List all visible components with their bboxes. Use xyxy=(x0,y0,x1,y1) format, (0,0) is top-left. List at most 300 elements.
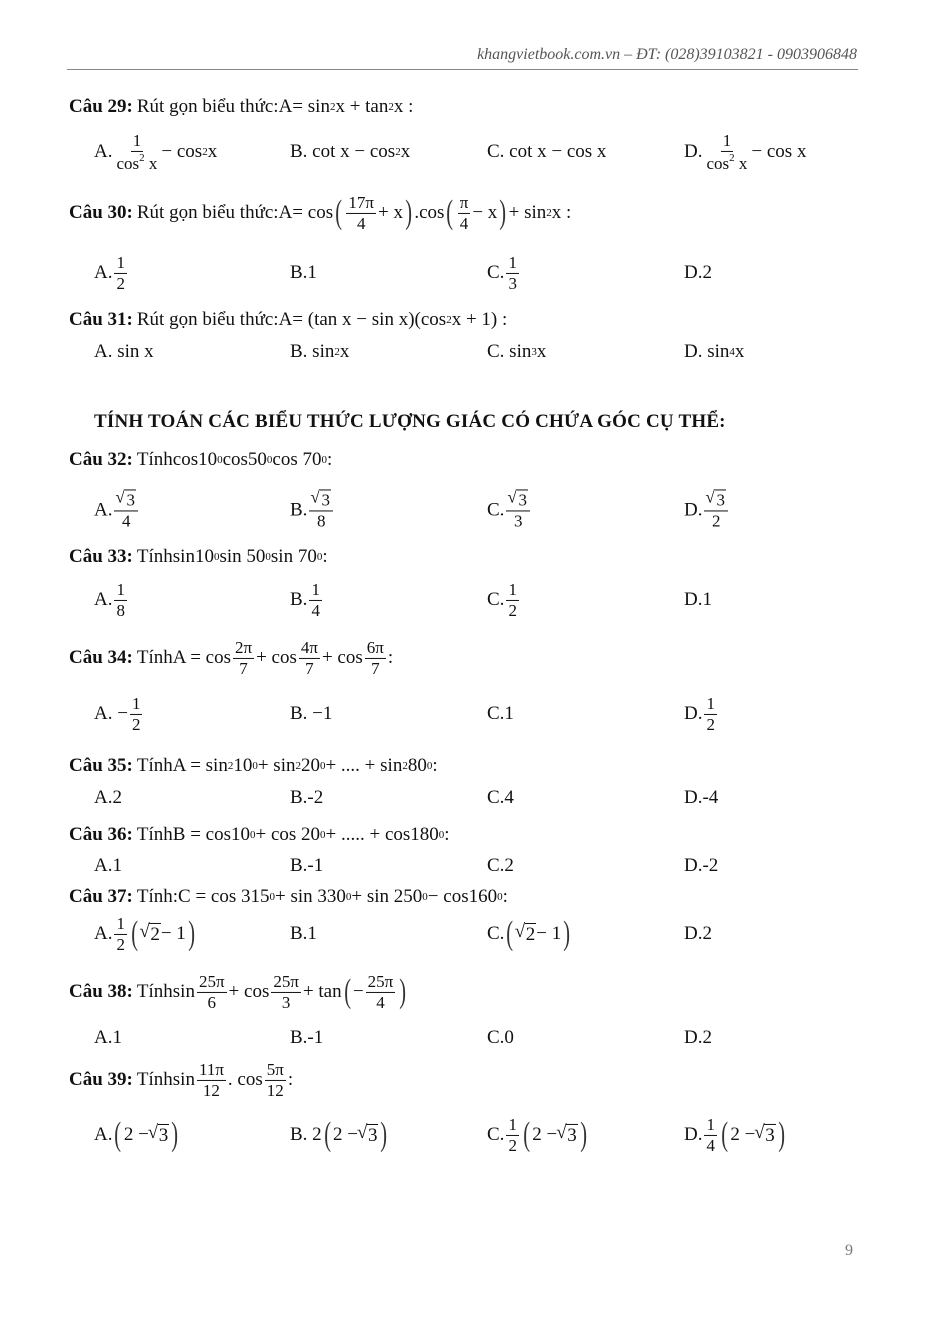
numerator xyxy=(131,131,144,152)
math-text: + sin 330 xyxy=(275,886,346,907)
math-text: x + 1) : xyxy=(451,309,508,330)
fraction xyxy=(704,1115,717,1155)
answer-option-b[interactable] xyxy=(290,580,324,620)
superscript: 2 xyxy=(546,207,552,219)
numerator xyxy=(114,489,138,511)
answer-option-c[interactable] xyxy=(487,787,514,809)
math-text: 1 xyxy=(706,693,715,713)
superscript: 0 xyxy=(266,454,273,466)
math-text: + sin xyxy=(508,202,547,223)
math-text: A = cos xyxy=(172,647,231,668)
math-text: 2 − xyxy=(333,1124,358,1145)
math-text: 2 xyxy=(711,511,721,530)
fraction xyxy=(265,1060,286,1100)
question-label: Câu 30: xyxy=(69,202,133,223)
math-text: . cos xyxy=(227,1069,263,1090)
answer-option-b[interactable] xyxy=(290,262,317,284)
question-label: Câu 32: xyxy=(69,449,133,470)
math-text: B. −1 xyxy=(290,703,333,724)
answer-option-c[interactable] xyxy=(487,917,573,951)
question-label: Câu 39: xyxy=(69,1069,133,1090)
math-text: D. sin xyxy=(684,341,730,362)
question-expression xyxy=(279,309,508,331)
question-text: Rút gọn biểu thức: xyxy=(136,309,279,330)
parenthesis: ) xyxy=(171,1116,179,1153)
math-text: C.1 xyxy=(487,703,514,724)
answer-option-d[interactable] xyxy=(684,489,730,530)
fraction xyxy=(704,694,717,734)
math-text: A= cos xyxy=(278,202,334,223)
fraction xyxy=(309,580,322,620)
parenthesis: ) xyxy=(580,1116,587,1153)
question-text: Tính: xyxy=(136,886,179,907)
question-38 xyxy=(69,972,409,1012)
answer-option-c[interactable] xyxy=(487,855,514,877)
math-text: C. cot x − cos x xyxy=(487,141,607,162)
answer-option-a[interactable] xyxy=(94,341,154,363)
answer-option-a[interactable] xyxy=(94,489,140,530)
answer-option-d[interactable] xyxy=(684,1027,712,1049)
math-text: B. 2 xyxy=(290,1124,322,1145)
math-text: 25π xyxy=(273,971,299,991)
math-text: A.1 xyxy=(94,1027,122,1048)
denominator xyxy=(374,993,387,1013)
math-text: 4 xyxy=(376,992,385,1012)
question-expression xyxy=(279,193,572,233)
square-root: √ 3 xyxy=(367,1124,379,1147)
math-text: 1 xyxy=(116,913,125,933)
parenthesis: ) xyxy=(380,1116,388,1153)
answer-option-d[interactable] xyxy=(684,589,712,611)
math-text: 25π xyxy=(198,971,225,991)
question-expression xyxy=(173,449,333,471)
answer-option-a[interactable] xyxy=(94,694,144,734)
math-text: 2 − xyxy=(730,1124,756,1145)
question-expression xyxy=(178,886,508,908)
question-text: Tính xyxy=(136,546,173,567)
math-text: A. xyxy=(94,1124,113,1145)
answer-option-a[interactable] xyxy=(94,580,129,620)
math-text: C. xyxy=(487,499,505,520)
math-text: 4 xyxy=(121,511,131,530)
answer-option-c[interactable] xyxy=(487,141,606,163)
fraction xyxy=(506,1115,519,1155)
math-text: A. xyxy=(94,141,113,162)
math-text: x : xyxy=(551,202,572,223)
math-text: D.2 xyxy=(684,262,712,283)
superscript: 0 xyxy=(269,891,276,903)
denominator xyxy=(506,274,519,294)
math-text: A. sin x xyxy=(94,341,154,362)
math-text: x xyxy=(144,153,158,173)
superscript: 2 xyxy=(139,151,145,164)
fraction xyxy=(704,489,728,530)
denominator xyxy=(303,659,316,679)
superscript: 4 xyxy=(729,346,735,358)
math-text: + cos xyxy=(256,647,297,668)
math-text: x xyxy=(207,141,218,162)
denominator xyxy=(206,993,219,1013)
math-text: D.1 xyxy=(684,589,712,610)
parenthesis: ) xyxy=(563,915,571,952)
question-30 xyxy=(69,193,571,233)
denominator xyxy=(704,1136,717,1156)
numerator xyxy=(233,638,254,659)
math-text: D.2 xyxy=(684,1027,712,1048)
numerator xyxy=(271,972,301,993)
math-text: 11π xyxy=(198,1059,224,1079)
math-text: + tan xyxy=(302,981,342,1002)
math-text: 8 xyxy=(116,600,125,620)
math-text: A. xyxy=(94,923,113,944)
math-text: x xyxy=(400,141,411,162)
denominator xyxy=(114,935,127,955)
answer-option-b[interactable] xyxy=(290,489,335,530)
superscript: 0 xyxy=(316,551,323,563)
math-text: − x xyxy=(472,202,498,223)
math-text: x xyxy=(734,153,748,173)
superscript: 0 xyxy=(249,829,256,841)
fraction xyxy=(271,972,301,1012)
numerator xyxy=(346,193,376,214)
math-text: A= (tan x − sin x)(cos xyxy=(278,309,447,330)
superscript: 0 xyxy=(252,760,258,772)
fraction xyxy=(506,253,519,293)
denominator xyxy=(710,511,723,531)
answer-option-c[interactable] xyxy=(487,253,521,293)
numerator xyxy=(721,131,734,152)
math-text: 5π xyxy=(266,1059,284,1079)
fraction xyxy=(197,1060,226,1100)
answer-option-a[interactable] xyxy=(94,787,122,809)
question-label: Câu 37: xyxy=(69,886,133,907)
math-text: A. xyxy=(94,499,113,520)
math-text: B. xyxy=(290,499,308,520)
question-36 xyxy=(69,824,450,846)
parenthesis: ) xyxy=(188,915,195,952)
denominator xyxy=(315,511,328,531)
numerator xyxy=(309,489,333,511)
square-root: √ 3 xyxy=(517,489,528,510)
answer-option-d[interactable] xyxy=(684,855,718,877)
question-expression xyxy=(173,638,393,678)
math-text: 6 xyxy=(207,992,216,1012)
math-text: − cos160 xyxy=(427,886,498,907)
superscript: 0 xyxy=(217,454,223,466)
answer-option-d[interactable] xyxy=(684,787,718,809)
math-text: 2 xyxy=(706,714,715,734)
parenthesis: ( xyxy=(114,1116,122,1153)
parenthesis: ( xyxy=(131,915,139,952)
math-text: A = sin xyxy=(172,755,228,776)
superscript: 0 xyxy=(213,551,220,563)
square-root: √ 3 xyxy=(715,489,726,510)
page-number: 9 xyxy=(845,1242,853,1259)
question-text: Rút gọn biểu thức: xyxy=(136,202,279,223)
superscript: 0 xyxy=(265,551,271,563)
denominator xyxy=(130,715,143,735)
math-text: : xyxy=(322,546,328,567)
fraction xyxy=(114,489,138,530)
math-text: A.2 xyxy=(94,787,122,808)
answer-option-c[interactable] xyxy=(487,341,546,363)
math-text: 2 xyxy=(116,273,125,293)
math-text: + cos xyxy=(321,647,363,668)
math-text: 2 xyxy=(508,600,517,620)
math-text: B.-1 xyxy=(290,855,324,876)
math-text: sin xyxy=(172,981,195,1002)
answer-option-c[interactable] xyxy=(487,489,532,530)
math-text: 4 xyxy=(706,1135,715,1155)
question-34 xyxy=(69,638,393,678)
section-heading: TÍNH TOÁN CÁC BIỂU THỨC LƯỢNG GIÁC CÓ CHỨA GÓC CỤ THỂ: xyxy=(94,411,726,432)
question-text: Tính xyxy=(136,449,173,470)
math-text: 2 xyxy=(131,714,141,734)
math-text: B = cos10 xyxy=(172,824,250,845)
math-text: 1 xyxy=(508,579,517,599)
math-text: A. − xyxy=(94,703,128,724)
parenthesis: ( xyxy=(506,915,514,952)
math-text: B. cot x − cos xyxy=(290,141,396,162)
denominator xyxy=(114,601,127,621)
math-text: 4π xyxy=(300,637,318,657)
answer-option-d[interactable] xyxy=(684,341,744,363)
answer-option-d[interactable] xyxy=(684,923,712,945)
parenthesis: ) xyxy=(405,194,413,231)
fraction xyxy=(365,638,386,678)
math-text: 2π xyxy=(234,637,253,657)
math-text: cos xyxy=(706,153,730,173)
math-text: B. xyxy=(290,589,308,610)
math-text: 6π xyxy=(366,637,384,657)
math-text: C. xyxy=(487,1124,505,1145)
answer-option-a[interactable] xyxy=(94,131,217,173)
numerator xyxy=(506,1115,519,1136)
denominator xyxy=(355,214,368,234)
fraction xyxy=(506,489,530,530)
question-label: Câu 31: xyxy=(69,309,133,330)
fraction xyxy=(346,193,376,233)
math-text: .cos xyxy=(414,202,445,223)
denominator xyxy=(237,659,250,679)
math-text: x + tan xyxy=(335,96,389,117)
math-text: 3 xyxy=(281,992,291,1012)
fraction xyxy=(130,694,143,734)
superscript: 0 xyxy=(426,760,433,772)
math-text: 1 xyxy=(508,1114,517,1134)
question-33 xyxy=(69,546,328,568)
math-text: A= sin xyxy=(278,96,330,117)
math-text: 2 − xyxy=(123,1124,149,1145)
parenthesis: ) xyxy=(778,1116,785,1153)
superscript: 2 xyxy=(329,101,336,113)
superscript: 2 xyxy=(446,314,452,326)
math-text: 10 xyxy=(233,755,253,776)
denominator xyxy=(265,1081,286,1101)
math-text: C = cos 315 xyxy=(178,886,270,907)
answer-option-c[interactable] xyxy=(487,1115,589,1155)
question-label: Câu 29: xyxy=(69,96,133,117)
superscript: 2 xyxy=(334,346,340,358)
numerator xyxy=(704,694,717,715)
square-root: √ 3 xyxy=(158,1124,170,1147)
answer-option-d[interactable] xyxy=(684,262,712,284)
answer-option-b[interactable] xyxy=(290,787,323,809)
question-text: Rút gọn biểu thức: xyxy=(136,96,279,117)
answer-option-d[interactable] xyxy=(684,131,806,173)
question-label: Câu 38: xyxy=(69,981,133,1002)
superscript: 0 xyxy=(438,829,445,841)
math-text: C. xyxy=(487,589,505,610)
fraction xyxy=(309,489,333,530)
square-root: √ 3 xyxy=(320,489,331,510)
math-text: 8 xyxy=(316,511,326,530)
question-text: Tính xyxy=(136,981,173,1002)
math-text: 25π xyxy=(367,971,394,991)
answer-option-b[interactable] xyxy=(290,1027,323,1049)
math-text: D. xyxy=(684,499,703,520)
math-text: 1 xyxy=(132,130,142,150)
math-text: x xyxy=(734,341,745,362)
math-text: + ..... + cos180 xyxy=(325,824,439,845)
parenthesis: ( xyxy=(523,1116,530,1153)
math-text: sin10 xyxy=(172,546,214,567)
answer-option-b[interactable] xyxy=(290,341,349,363)
numerator xyxy=(299,638,320,659)
math-text: 20 xyxy=(300,755,320,776)
math-text: 3 xyxy=(513,511,523,530)
superscript: 0 xyxy=(320,829,326,841)
math-text: C.2 xyxy=(487,855,514,876)
answer-option-a[interactable] xyxy=(94,1027,122,1049)
math-text: : xyxy=(387,647,394,668)
math-text: − xyxy=(352,981,364,1002)
math-text: D.-2 xyxy=(684,855,719,876)
numerator xyxy=(366,972,396,993)
math-text: − cos x xyxy=(751,141,807,162)
math-text: 12 xyxy=(266,1080,284,1100)
denominator xyxy=(704,715,717,735)
superscript: 3 xyxy=(531,346,537,358)
numerator xyxy=(114,580,127,601)
square-root: √ 3 xyxy=(566,1124,578,1147)
fraction xyxy=(114,914,127,954)
question-expression xyxy=(173,1060,293,1100)
parenthesis: ( xyxy=(446,194,454,231)
superscript: 2 xyxy=(202,146,208,158)
math-text: cos10 xyxy=(172,449,218,470)
denominator xyxy=(369,659,382,679)
answer-option-b[interactable] xyxy=(290,923,317,945)
superscript: 0 xyxy=(422,891,428,903)
question-label: Câu 34: xyxy=(69,647,133,668)
parenthesis: ( xyxy=(335,194,343,231)
question-37 xyxy=(69,886,508,908)
answer-option-c[interactable] xyxy=(487,1027,514,1049)
answer-option-a[interactable] xyxy=(94,1118,181,1152)
answer-option-c[interactable] xyxy=(487,703,514,725)
question-35 xyxy=(69,755,438,777)
math-text: : xyxy=(432,755,438,776)
math-text: D.-4 xyxy=(684,787,719,808)
question-label: Câu 36: xyxy=(69,824,133,845)
fraction xyxy=(458,193,471,233)
fraction xyxy=(506,580,519,620)
denominator xyxy=(704,152,749,174)
fraction xyxy=(366,972,396,1012)
numerator xyxy=(114,253,127,274)
superscript: 0 xyxy=(319,760,326,772)
page-header: khangvietbook.com.vn – ĐT: (028)39103821 - 0903906848 xyxy=(477,46,857,63)
numerator xyxy=(704,1115,717,1136)
math-text: 7 xyxy=(305,658,314,678)
math-text: 1 xyxy=(116,252,125,272)
square-root: √ 3 xyxy=(764,1124,776,1147)
question-text: Tính xyxy=(136,1069,173,1090)
question-expression xyxy=(173,755,438,777)
math-text: x xyxy=(536,341,547,362)
parenthesis: ) xyxy=(499,194,507,231)
question-29 xyxy=(69,96,413,118)
math-text: 2 − xyxy=(532,1124,558,1145)
math-text: 2 xyxy=(508,1135,517,1155)
math-text: 80 xyxy=(407,755,427,776)
numerator xyxy=(130,694,143,715)
answer-option-a[interactable] xyxy=(94,914,197,954)
math-text: D.2 xyxy=(684,923,712,944)
math-text: 4 xyxy=(356,213,366,233)
math-text: + sin xyxy=(257,755,296,776)
answer-option-b[interactable] xyxy=(290,855,323,877)
answer-option-d[interactable] xyxy=(684,1115,787,1155)
math-text: − 1 xyxy=(536,923,562,944)
numerator xyxy=(506,253,519,274)
fraction xyxy=(197,972,227,1012)
denominator xyxy=(201,1081,222,1101)
fraction xyxy=(704,131,749,173)
parenthesis: ( xyxy=(721,1116,729,1153)
answer-option-a[interactable] xyxy=(94,855,122,877)
answer-option-d[interactable] xyxy=(684,694,719,734)
denominator xyxy=(280,993,293,1013)
answer-option-b[interactable] xyxy=(290,703,332,725)
math-text: sin xyxy=(172,1069,195,1090)
answer-option-b[interactable] xyxy=(290,141,410,163)
math-text: x xyxy=(339,341,350,362)
math-text: D. xyxy=(684,141,703,162)
math-text: B.1 xyxy=(290,923,317,944)
math-text: C. xyxy=(487,262,505,283)
math-text: B.1 xyxy=(290,262,317,283)
math-text: 1 xyxy=(722,130,732,150)
question-text: Tính xyxy=(136,647,173,668)
answer-option-b[interactable] xyxy=(290,1118,390,1152)
numerator xyxy=(197,1060,226,1081)
question-label: Câu 33: xyxy=(69,546,133,567)
denominator xyxy=(114,274,127,294)
answer-option-a[interactable] xyxy=(94,253,129,293)
numerator xyxy=(197,972,227,993)
answer-option-c[interactable] xyxy=(487,580,521,620)
numerator xyxy=(704,489,728,511)
math-text: 4 xyxy=(311,600,320,620)
math-text: C. xyxy=(487,923,505,944)
numerator xyxy=(506,580,519,601)
math-text: cos50 xyxy=(222,449,267,470)
superscript: 2 xyxy=(395,146,401,158)
math-text: C.0 xyxy=(487,1027,514,1048)
superscript: 0 xyxy=(345,891,352,903)
